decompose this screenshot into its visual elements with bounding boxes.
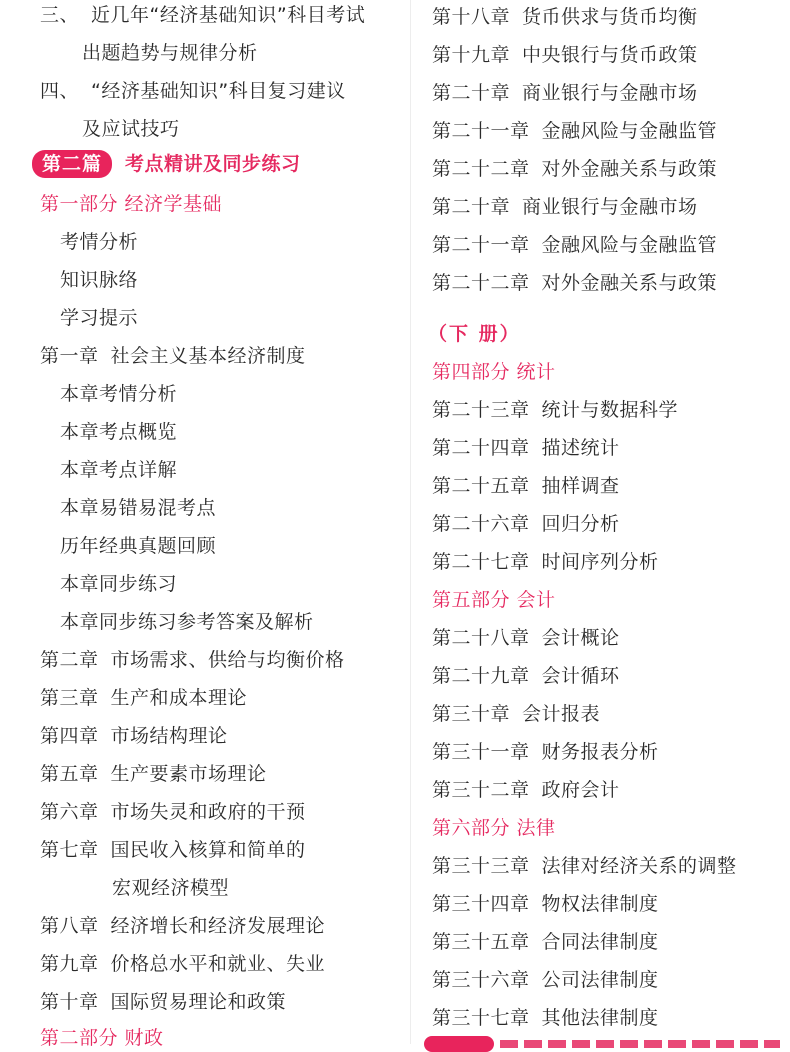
chapter-entry[interactable]: 第三章 生产和成本理论	[40, 687, 248, 709]
chapter-entry[interactable]: 第五章 生产要素市场理论	[40, 763, 267, 785]
toc-item[interactable]: 历年经典真题回顾	[60, 535, 217, 557]
chapter-entry[interactable]: 第二十一章 金融风险与金融监管	[432, 234, 718, 256]
chapter-entry[interactable]: 第二十六章 回归分析	[432, 513, 620, 535]
toc-item[interactable]: 考情分析	[60, 231, 139, 253]
chapter-entry[interactable]: 第二十一章 金融风险与金融监管	[432, 120, 718, 142]
chapter-entry[interactable]: 第八章 经济增长和经济发展理论	[40, 915, 326, 937]
chapter-entry[interactable]: 第二十章 商业银行与金融市场	[432, 82, 698, 104]
chapter-entry[interactable]: 第三十四章 物权法律制度	[432, 893, 659, 915]
part-heading[interactable]: 第一部分 经济学基础	[40, 193, 223, 215]
toc-item[interactable]: 本章考点详解	[60, 459, 178, 481]
part-heading[interactable]: 第四部分 统计	[432, 361, 556, 383]
chapter-entry[interactable]: 第二十九章 会计循环	[432, 665, 620, 687]
chapter-entry-continued[interactable]: 宏观经济模型	[112, 877, 230, 899]
toc-item[interactable]: 出题趋势与规律分析	[82, 42, 258, 64]
toc-item[interactable]: 及应试技巧	[82, 118, 180, 140]
chapter-entry[interactable]: 第十章 国际贸易理论和政策	[40, 991, 287, 1013]
chapter-entry[interactable]: 第二十七章 时间序列分析	[432, 551, 659, 573]
chapter-entry[interactable]: 第三十六章 公司法律制度	[432, 969, 659, 991]
chapter-entry[interactable]: 第二十二章 对外金融关系与政策	[432, 272, 718, 294]
toc-item[interactable]: 学习提示	[60, 307, 139, 329]
part-heading[interactable]: 第二部分 财政	[40, 1027, 164, 1049]
chapter-entry[interactable]: 第三十一章 财务报表分析	[432, 741, 659, 763]
chapter-entry[interactable]: 第二十章 商业银行与金融市场	[432, 196, 698, 218]
chapter-entry[interactable]: 第十九章 中央银行与货币政策	[432, 44, 698, 66]
section-title[interactable]: 考点精讲及同步练习	[125, 153, 301, 175]
section-title-cutoff	[500, 1040, 780, 1048]
toc-item[interactable]: 四、 “经济基础知识”科目复习建议	[40, 80, 346, 102]
chapter-entry[interactable]: 第三十三章 法律对经济关系的调整	[432, 855, 737, 877]
toc-item[interactable]: 本章同步练习参考答案及解析	[60, 611, 314, 633]
volume-heading: （下 册）	[428, 323, 521, 345]
chapter-entry[interactable]: 第二十八章 会计概论	[432, 627, 620, 649]
chapter-entry[interactable]: 第三十章 会计报表	[432, 703, 601, 725]
toc-item[interactable]: 知识脉络	[60, 269, 139, 291]
chapter-entry[interactable]: 第三十二章 政府会计	[432, 779, 620, 801]
chapter-entry[interactable]: 第一章 社会主义基本经济制度	[40, 345, 306, 367]
chapter-entry[interactable]: 第六章 市场失灵和政府的干预	[40, 801, 306, 823]
toc-item[interactable]: 本章易错易混考点	[60, 497, 217, 519]
chapter-entry[interactable]: 第三十五章 合同法律制度	[432, 931, 659, 953]
chapter-entry[interactable]: 第十八章 货币供求与货币均衡	[432, 6, 698, 28]
chapter-entry[interactable]: 第九章 价格总水平和就业、失业	[40, 953, 326, 975]
section-badge: 第二篇	[32, 150, 112, 178]
toc-item[interactable]: 本章同步练习	[60, 573, 178, 595]
chapter-entry[interactable]: 第四章 市场结构理论	[40, 725, 228, 747]
column-divider	[410, 0, 411, 1044]
section-badge-cutoff	[424, 1036, 494, 1052]
chapter-entry[interactable]: 第二十四章 描述统计	[432, 437, 620, 459]
chapter-entry[interactable]: 第二章 市场需求、供给与均衡价格	[40, 649, 345, 671]
chapter-entry[interactable]: 第二十五章 抽样调查	[432, 475, 620, 497]
toc-item[interactable]: 三、 近几年“经济基础知识”科目考试	[40, 4, 366, 26]
toc-item[interactable]: 本章考点概览	[60, 421, 178, 443]
part-heading[interactable]: 第五部分 会计	[432, 589, 556, 611]
chapter-entry[interactable]: 第二十二章 对外金融关系与政策	[432, 158, 718, 180]
chapter-entry[interactable]: 第三十七章 其他法律制度	[432, 1007, 659, 1029]
toc-item[interactable]: 本章考情分析	[60, 383, 178, 405]
chapter-entry[interactable]: 第二十三章 统计与数据科学	[432, 399, 679, 421]
part-heading[interactable]: 第六部分 法律	[432, 817, 556, 839]
chapter-entry[interactable]: 第七章 国民收入核算和简单的	[40, 839, 306, 861]
